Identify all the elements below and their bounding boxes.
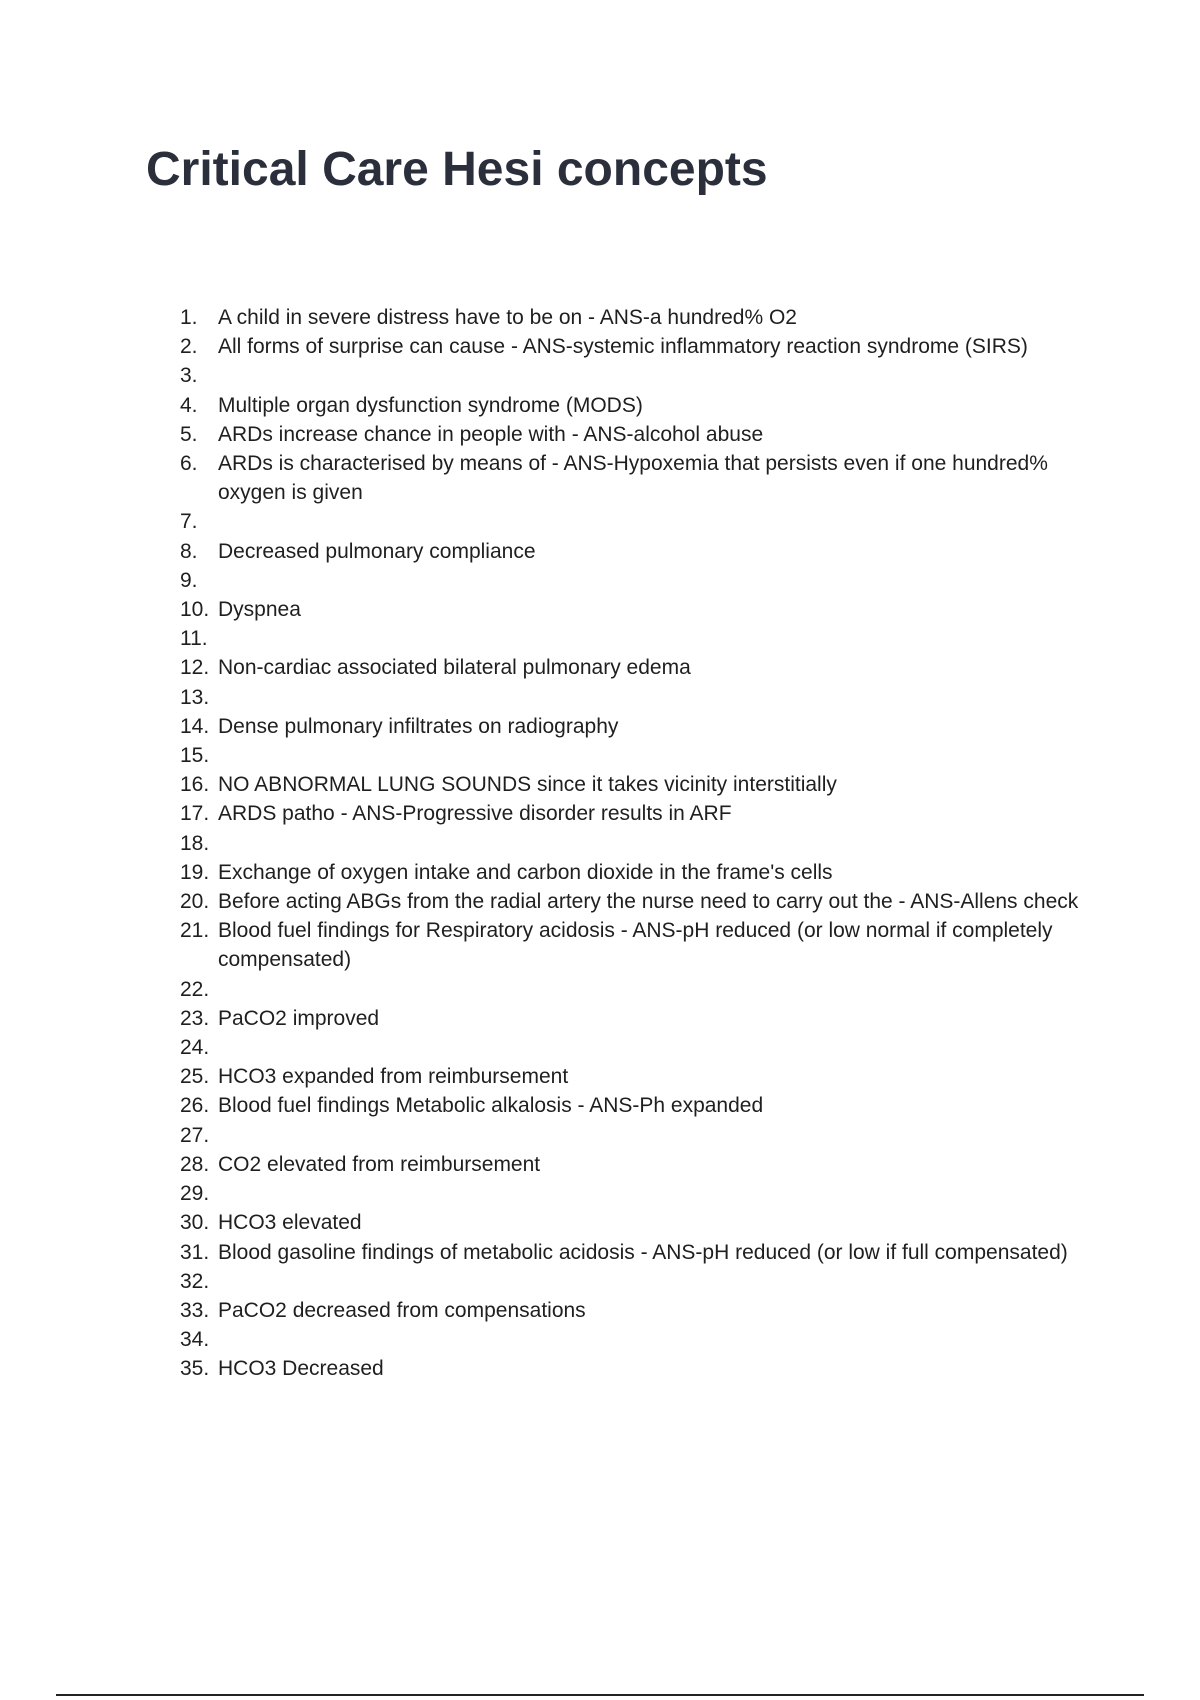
list-item xyxy=(180,1296,1080,1325)
list-item xyxy=(180,653,1080,682)
list-item-text: Decreased pulmonary compliance xyxy=(218,539,536,563)
list-item-text: CO2 elevated from reimbursement xyxy=(218,1152,541,1176)
list-item xyxy=(180,507,1080,536)
list-item-text: Exchange of oxygen intake and carbon dioxide in the frame's cells xyxy=(218,860,833,884)
list-item xyxy=(180,1208,1080,1237)
list-item-text: Before acting ABGs from the radial artery the nurse need to carry out the - ANS-Allens check xyxy=(218,890,1079,914)
list-item-text: Blood fuel findings Metabolic alkalosis - ANS-Ph expanded xyxy=(218,1094,764,1118)
list-item-number: 18. xyxy=(180,831,210,855)
list-item xyxy=(180,391,1080,420)
list-item-text xyxy=(218,741,1080,770)
list-item xyxy=(180,1091,1080,1120)
list-item-number: 11. xyxy=(180,627,208,651)
list-item-number: 21. xyxy=(180,919,210,943)
list-item xyxy=(180,595,1080,624)
list-item xyxy=(180,858,1080,887)
list-item-number: 28. xyxy=(180,1152,210,1176)
list-item-number: 12. xyxy=(180,656,210,680)
list-item-text: PaCO2 improved xyxy=(218,1006,380,1030)
list-item-number: 30. xyxy=(180,1211,210,1235)
question-list xyxy=(180,303,1080,1384)
list-item xyxy=(180,712,1080,741)
list-item-number: 27. xyxy=(180,1123,210,1147)
list-item-text: Dense pulmonary infiltrates on radiography xyxy=(218,714,619,738)
list-item xyxy=(180,683,1080,712)
list-item-text xyxy=(218,1325,1080,1354)
list-item-text xyxy=(218,1033,1080,1062)
list-item-number: 6. xyxy=(180,452,198,476)
list-item-number: 1. xyxy=(180,306,198,329)
list-item-number: 32. xyxy=(180,1269,210,1293)
list-item-text: HCO3 Decreased xyxy=(218,1357,384,1381)
list-item-number: 5. xyxy=(180,422,198,446)
list-item-number: 4. xyxy=(180,393,198,417)
list-item xyxy=(180,332,1080,361)
list-item xyxy=(180,449,1080,507)
list-item-text xyxy=(218,624,1080,653)
list-item-number: 16. xyxy=(180,773,210,797)
list-item-number: 10. xyxy=(180,598,210,622)
list-item-number: 13. xyxy=(180,685,210,709)
list-item-text xyxy=(218,1267,1080,1296)
list-item xyxy=(180,1004,1080,1033)
list-item xyxy=(180,566,1080,595)
list-item-number: 15. xyxy=(180,744,210,768)
list-item-text: NO ABNORMAL LUNG SOUNDS since it takes vicinity interstitially xyxy=(218,773,837,797)
list-item xyxy=(180,1354,1080,1383)
list-item-number: 24. xyxy=(180,1036,210,1060)
list-item xyxy=(180,799,1080,828)
list-item-number: 31. xyxy=(180,1240,210,1264)
list-item xyxy=(180,1238,1080,1267)
list-item xyxy=(180,916,1080,974)
list-item xyxy=(180,829,1080,858)
list-item-text xyxy=(218,1179,1080,1208)
list-item xyxy=(180,975,1080,1004)
list-item-number: 3. xyxy=(180,364,198,388)
list-item-text: HCO3 elevated xyxy=(218,1211,362,1235)
list-item xyxy=(180,537,1080,566)
list-item-number: 9. xyxy=(180,568,198,592)
list-item-number: 23. xyxy=(180,1006,210,1030)
list-item-number: 2. xyxy=(180,335,198,359)
list-item-text xyxy=(218,566,1080,595)
list-item-text: Blood fuel findings for Respiratory acidosis - ANS-pH reduced (or low normal if completely compensated) xyxy=(218,919,1053,972)
list-item-text xyxy=(218,683,1080,712)
list-item xyxy=(180,770,1080,799)
list-item-number: 7. xyxy=(180,510,198,534)
footer-divider xyxy=(56,1694,1144,1696)
list-item-text xyxy=(218,1121,1080,1150)
list-item-text: ARDs increase chance in people with - ANS-alcohol abuse xyxy=(218,422,764,446)
list-item-number: 29. xyxy=(180,1182,210,1206)
list-item xyxy=(180,1179,1080,1208)
list-item-number: 8. xyxy=(180,539,198,563)
list-item-text: ARDs is characterised by means of - ANS-Hypoxemia that persists even if one hundred% oxygen is given xyxy=(218,452,1048,505)
list-item-text: All forms of surprise can cause - ANS-systemic inflammatory reaction syndrome (SIRS) xyxy=(218,335,1028,359)
list-item xyxy=(180,1267,1080,1296)
list-item xyxy=(180,887,1080,916)
list-item-text: PaCO2 decreased from compensations xyxy=(218,1298,586,1322)
list-item-number: 19. xyxy=(180,860,210,884)
list-item xyxy=(180,1325,1080,1354)
list-item-number: 26. xyxy=(180,1094,210,1118)
list-item-text xyxy=(218,829,1080,858)
list-item xyxy=(180,303,1080,332)
list-item-number: 22. xyxy=(180,977,210,1001)
list-item-text xyxy=(218,975,1080,1004)
list-item-number: 34. xyxy=(180,1328,210,1352)
list-item-number: 14. xyxy=(180,714,210,738)
list-item xyxy=(180,361,1080,390)
list-item xyxy=(180,624,1080,653)
list-item-text: ARDS patho - ANS-Progressive disorder results in ARF xyxy=(218,802,732,826)
list-item-number: 25. xyxy=(180,1065,210,1089)
list-item xyxy=(180,420,1080,449)
list-item-text: Dyspnea xyxy=(218,598,301,622)
list-item-number: 35. xyxy=(180,1357,210,1381)
list-item xyxy=(180,1062,1080,1091)
list-item-number: 17. xyxy=(180,802,210,826)
list-item-text: HCO3 expanded from reimbursement xyxy=(218,1065,569,1089)
list-item xyxy=(180,741,1080,770)
page-title: Critical Care Hesi concepts xyxy=(146,143,768,196)
list-item xyxy=(180,1121,1080,1150)
list-item-text: Blood gasoline findings of metabolic acidosis - ANS-pH reduced (or low if full compensated) xyxy=(218,1240,1068,1264)
list-item-text: A child in severe distress have to be on - ANS-a hundred% O2 xyxy=(218,306,797,329)
list-item-number: 33. xyxy=(180,1298,210,1322)
list-item-text: Multiple organ dysfunction syndrome (MODS) xyxy=(218,393,643,417)
list-item-text xyxy=(218,361,1080,390)
list-item-text: Non-cardiac associated bilateral pulmonary edema xyxy=(218,656,691,680)
list-item-number: 20. xyxy=(180,890,210,914)
list-item-text xyxy=(218,507,1080,536)
list-item xyxy=(180,1033,1080,1062)
list-item xyxy=(180,1150,1080,1179)
